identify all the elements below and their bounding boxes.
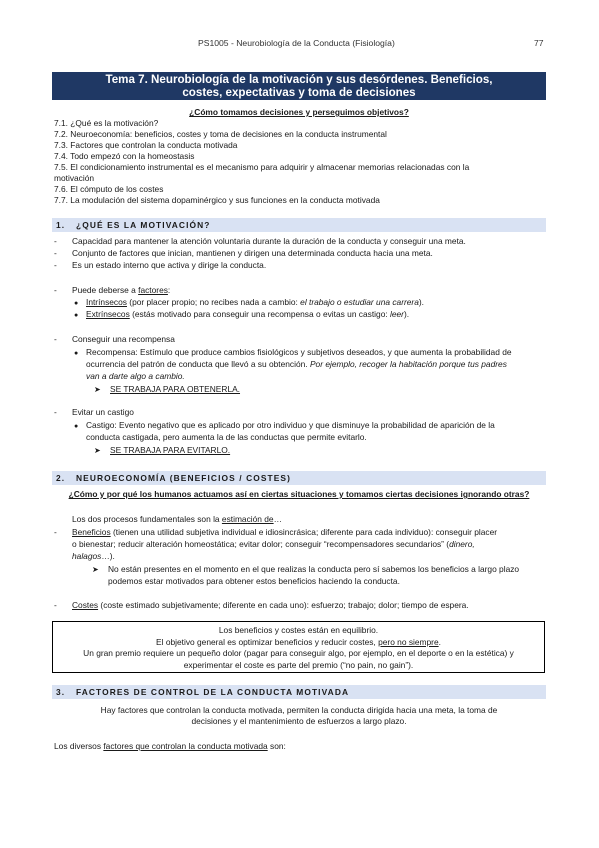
dash-marker: - (54, 527, 57, 537)
reward-conclusion: SE TRABAJA PARA OBTENERLA. (110, 384, 241, 394)
reward-definition: Recompensa: Estímulo que produce cambios fisiológicos y subjetivos deseados, y que aumenta la probabilidad de (86, 347, 512, 357)
toc-item: 7.2. Neuroeconomía: beneficios, costes y toma de decisiones en la conducta instrumental (54, 129, 387, 139)
reward-heading: Conseguir una recompensa (72, 334, 175, 344)
reward-definition-cont: ocurrencia del patrón de conducta que llevó a su obtención. (86, 359, 310, 369)
section-number: 2. (56, 473, 66, 483)
intrinsic-text: (por placer propio; no recibes nada a cambio: (126, 297, 301, 307)
dash-marker: - (54, 334, 57, 344)
definition-item: Conjunto de factores que inician, mantienen y dirigen una determinada conducta hacia una meta. (72, 248, 433, 258)
benefits-example-cont: halagos (72, 551, 102, 561)
toc-item: motivación (54, 173, 95, 183)
extrinsic-end: ). (403, 309, 410, 319)
dash-marker: - (54, 236, 57, 246)
section-heading-1 (52, 218, 546, 232)
bullet-icon: ● (74, 423, 79, 430)
bullet-icon: ● (74, 300, 79, 307)
factors-word: factores (138, 285, 168, 295)
bullet-icon: ● (74, 350, 79, 357)
intro-question: ¿Cómo tomamos decisiones y perseguimos objetivos? (189, 107, 409, 117)
page-number: 77 (534, 38, 544, 48)
punishment-block (54, 407, 546, 457)
section-heading-2 (52, 471, 546, 485)
box-line-end: . (438, 636, 441, 647)
dash-marker: - (54, 407, 57, 417)
equilibrium-box (52, 621, 545, 673)
section-number: 3. (56, 687, 66, 697)
punishment-conclusion: SE TRABAJA PARA EVITARLO. (110, 445, 231, 455)
costs-text: (coste estimado subjetivamente; diferente en cada uno): esfuerzo; trabajo; dolor; tiempo de espera. (98, 600, 469, 610)
intro-line: decisiones y el mantenimiento de esfuerzos a largo plazo. (191, 716, 407, 726)
benefits-note-cont: podemos estar motivados para obtener estos beneficios haciendo la conducta. (108, 576, 400, 586)
intrinsic-label: Intrínsecos (86, 297, 127, 307)
benefits-block (54, 514, 546, 588)
box-line: Los beneficios y costes están en equilibrio. (218, 625, 379, 635)
reward-example-cont: van a darte algo a cambio. (86, 371, 185, 381)
lead-emphasis: factores que controlan la conducta motivada (103, 741, 268, 751)
bullet-icon: ● (74, 312, 79, 319)
running-header: PS1005 - Neurobiología de la Conducta (Fisiología) (198, 38, 395, 48)
arrow-icon: ➤ (94, 446, 101, 455)
reward-example: Por ejemplo, recoger la habitación porque tus padres (309, 359, 507, 369)
box-line: experimentar el coste es parte del premio (“no pain, no gain”). (183, 659, 414, 670)
chapter-title-line-1: Tema 7. Neurobiología de la motivación y sus desórdenes. Beneficios, (105, 73, 493, 86)
reward-block (54, 334, 546, 396)
extrinsic-example: leer (390, 309, 404, 319)
definition-item: Capacidad para mantener la atención voluntaria durante la duración de la conducta y conseguir una meta. (72, 236, 466, 246)
factors-suffix: : (167, 285, 171, 295)
factors-prefix: Puede deberse a (72, 285, 139, 295)
processes-word: estimación de (221, 514, 274, 524)
punishment-definition-cont: conducta castigada, pero aumenta la de las conductas que permite evitarlo. (86, 432, 367, 442)
toc-item: 7.4. Todo empezó con la homeostasis (54, 151, 195, 161)
costs-block (54, 600, 546, 611)
benefits-text: (tienen una utilidad subjetiva individual e idiosincrásica; diferente para cada individuo): conseguir placer (110, 527, 498, 537)
dash-marker: - (54, 600, 57, 610)
definition-item: Es un estado interno que activa y dirige la conducta. (72, 260, 267, 270)
benefits-label: Beneficios (72, 527, 111, 537)
control-factors-lead (54, 741, 546, 752)
chapter-title-line-2: costes, expectativas y toma de decisiones (182, 86, 416, 99)
lead-suffix: son: (267, 741, 286, 751)
motivation-definitions (54, 236, 544, 272)
dash-marker: - (54, 260, 57, 270)
benefits-text-cont: o bienestar; reducir alteración homeostática; evitar dolor; conseguir “recompensadores secundarios” ( (72, 539, 450, 549)
section-title: ¿QUÉ ES LA MOTIVACIÓN? (76, 220, 211, 230)
benefits-note: No están presentes en el momento en el que realizas la conducta pero sí sabemos los beneficios a largo plazo (108, 564, 520, 574)
section-title: FACTORES DE CONTROL DE LA CONDUCTA MOTIVADA (76, 687, 350, 697)
section-number: 1. (56, 220, 66, 230)
intrinsic-end: ). (418, 297, 424, 307)
benefits-example-end: …). (101, 551, 115, 561)
extrinsic-text: (estás motivado para conseguir una recompensa o evitas un castigo: (129, 309, 390, 319)
arrow-icon: ➤ (94, 385, 101, 394)
section-heading-3 (52, 685, 546, 699)
table-of-contents (54, 118, 554, 206)
toc-item: 7.7. La modulación del sistema dopaminérgico y sus funciones en la conducta motivada (54, 195, 380, 205)
toc-item: 7.3. Factores que controlan la conducta motivada (54, 140, 238, 150)
neuroeconomy-question: ¿Cómo y por qué los humanos actuamos así en ciertas situaciones y tomamos ciertas decisiones ignorando otras? (68, 489, 530, 499)
arrow-icon: ➤ (92, 565, 99, 574)
chapter-title (52, 72, 546, 100)
box-line: Un gran premio requiere un pequeño dolor (pagar para conseguir algo, por ejemplo, en el deporte o en la estética) y (83, 648, 514, 658)
section-title: NEUROECONOMÍA (BENEFICIOS / COSTES) (76, 473, 292, 483)
processes-prefix: Los dos procesos fundamentales son la (72, 514, 222, 524)
intro-line: Hay factores que controlan la conducta motivada, permiten la conducta dirigida hacia una meta, la toma de (100, 705, 498, 715)
processes-suffix: … (273, 514, 282, 524)
lead-prefix: Los diversos (54, 741, 104, 751)
dash-marker: - (54, 248, 57, 258)
dash-marker: - (54, 285, 57, 295)
control-factors-intro (52, 705, 546, 727)
punishment-definition: Castigo: Evento negativo que es aplicado por otro individuo y que disminuye la probabilidad de aparición de la (86, 420, 495, 430)
box-emphasis: pero no siempre (378, 636, 439, 647)
benefits-example: dinero, (449, 539, 475, 549)
toc-item: 7.6. El cómputo de los costes (54, 184, 164, 194)
toc-item: 7.1. ¿Qué es la motivación? (54, 118, 159, 128)
intrinsic-example: el trabajo o estudiar una carrera (300, 297, 419, 307)
factors-block (54, 285, 544, 321)
extrinsic-label: Extrínsecos (86, 309, 130, 319)
box-line: El objetivo general es optimizar beneficios y reducir costes, (156, 636, 379, 647)
toc-item: 7.5. El condicionamiento instrumental es el mecanismo para adquirir y almacenar memorias relacionadas con la (54, 162, 470, 172)
costs-label: Costes (72, 600, 99, 610)
punishment-heading: Evitar un castigo (72, 407, 134, 417)
